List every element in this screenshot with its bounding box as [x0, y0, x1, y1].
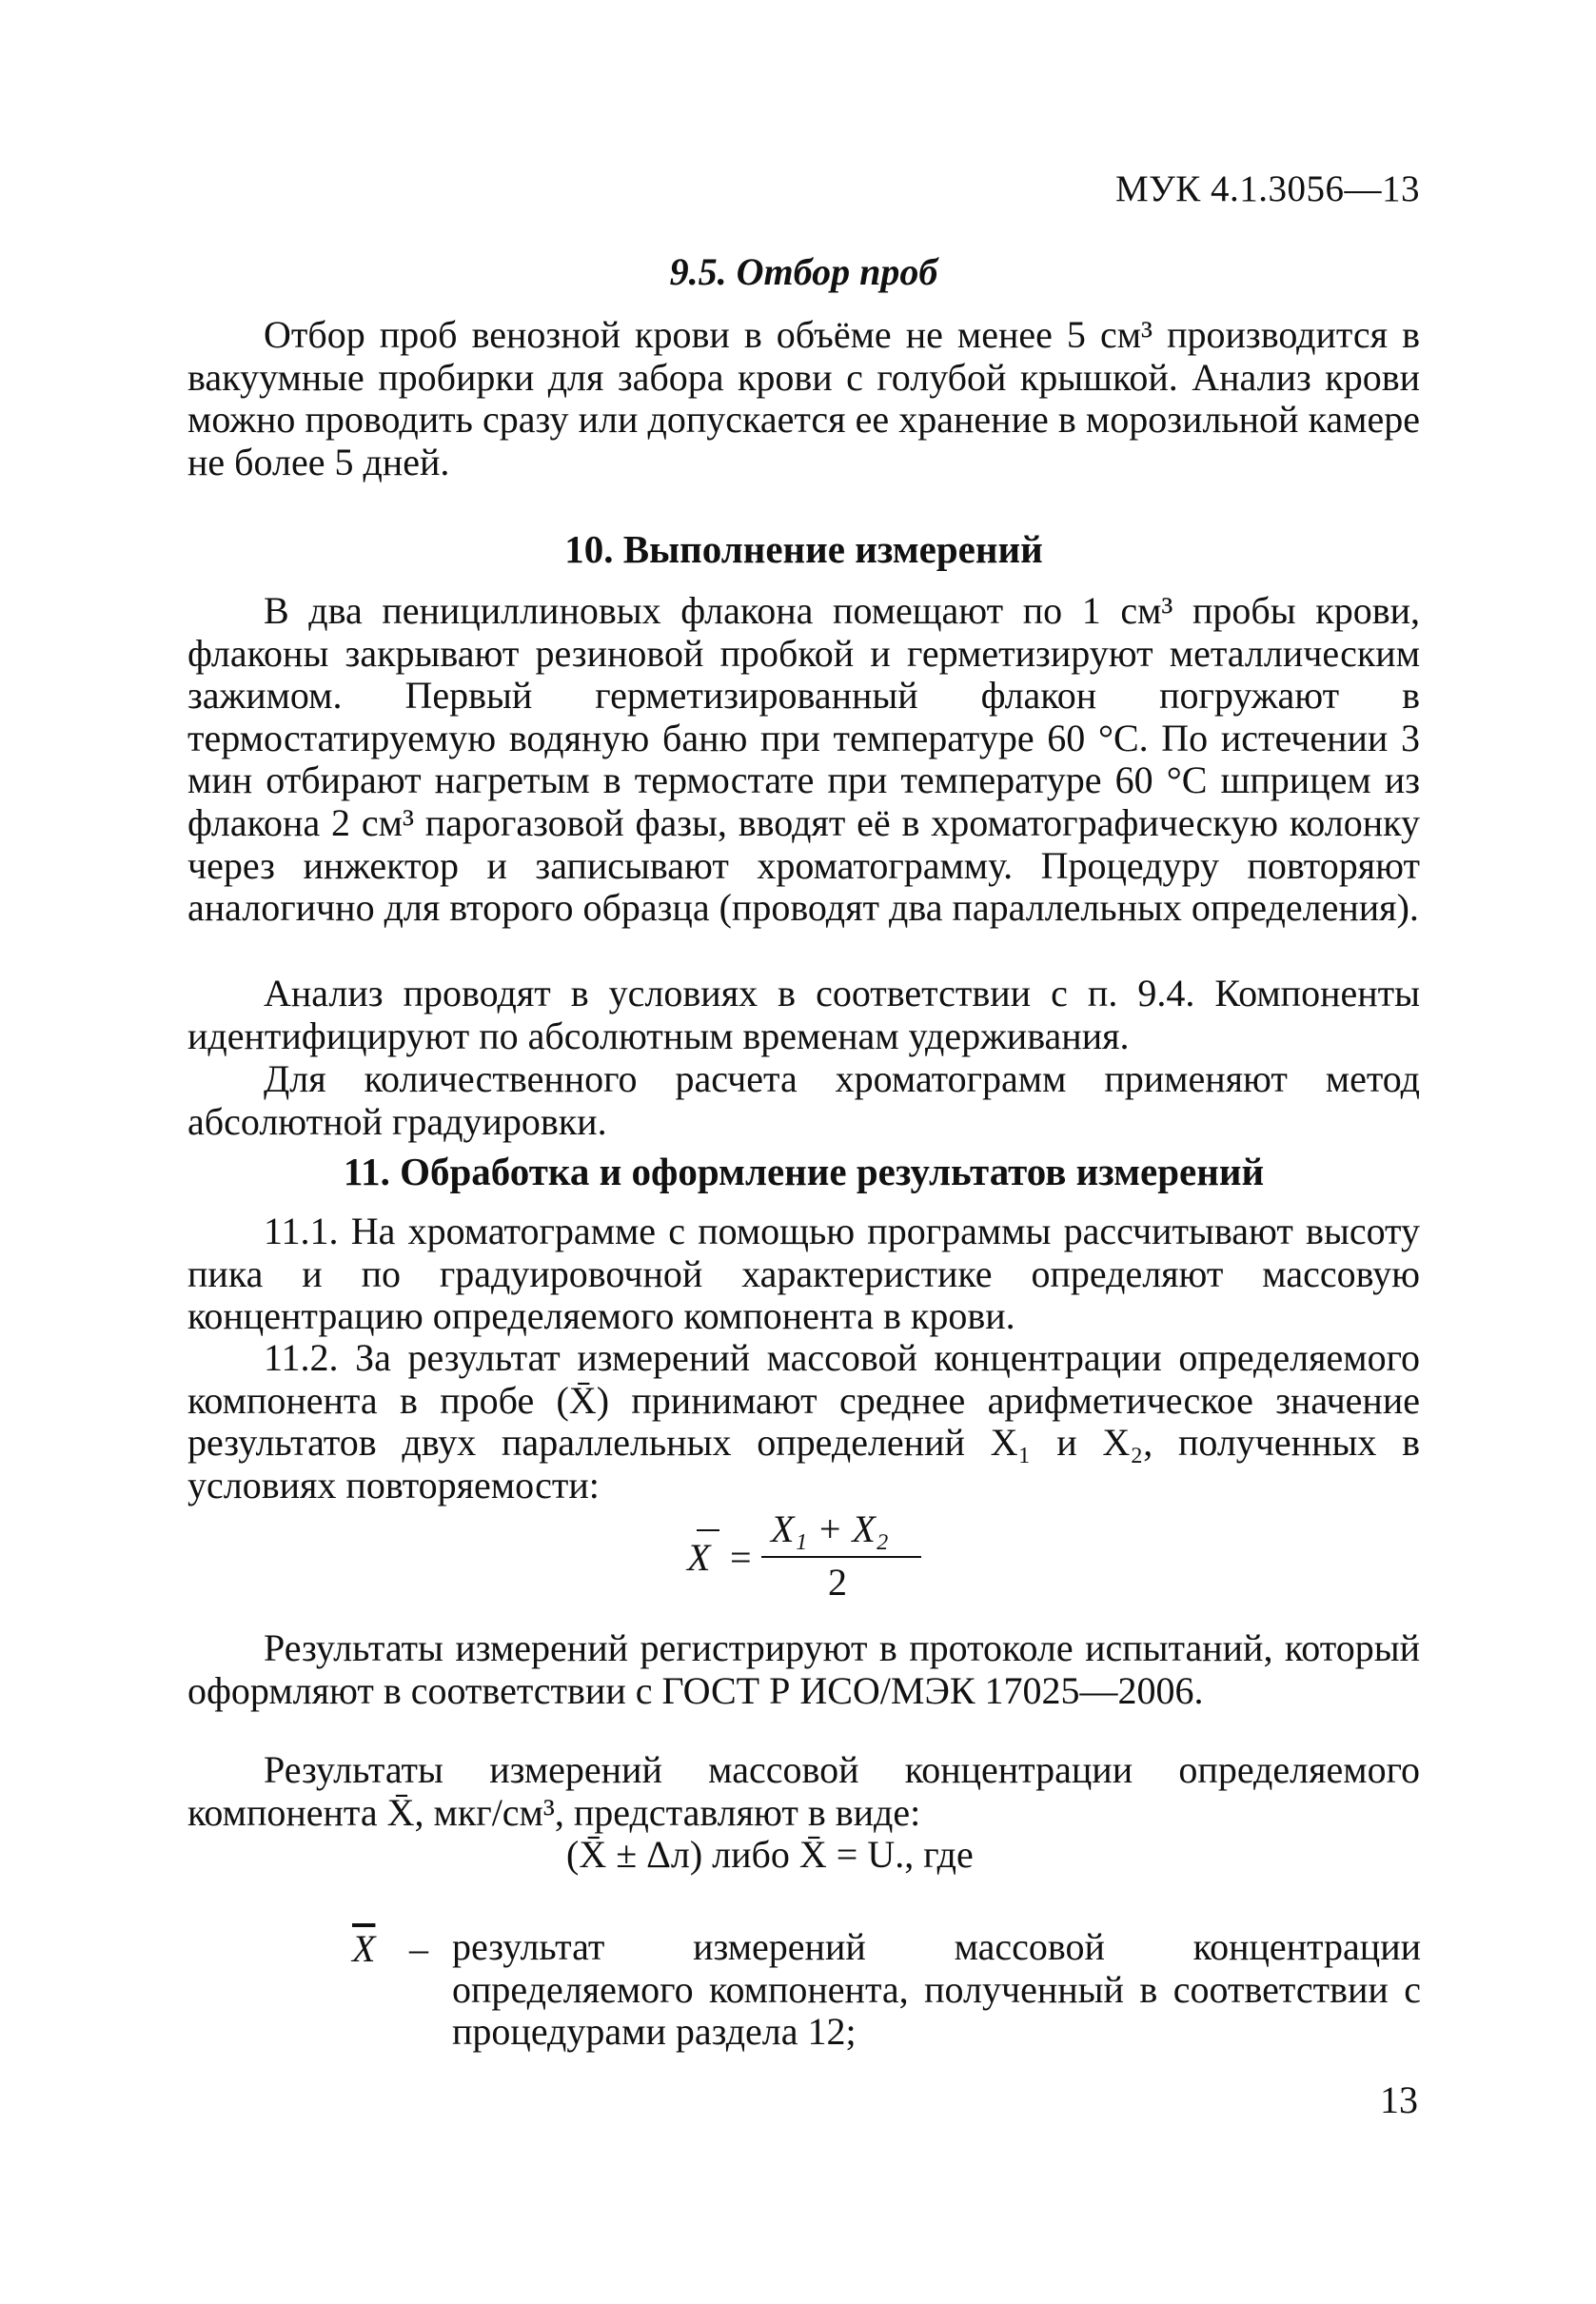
section-10-title: 10. Выполнение измерений	[564, 527, 1043, 571]
section-11-title: 11. Обработка и оформление результатов измерений	[343, 1150, 1265, 1193]
formula-denominator: 2	[828, 1561, 847, 1604]
section-11-paragraph-2: 11.2. За результат измерений массовой концентрации определяемого компонента в пробе (X̄) принимают среднее арифметическое значение результатов двух параллельных определений X₁ и X₂, полученных в условиях повторяемости:	[187, 1336, 1420, 1506]
section-10-paragraph-1: В два пенициллиновых флакона помещают по 1 см³ пробы крови, флаконы закрывают резиновой пробкой и герметизируют металлическим зажимом. Первый герметизированный флакон погружают в термостатируемую водяную баню при температуре 60 °С. По истечении 3 мин отбирают нагретым в термостате при температуре 60 °С шприцем из флакона 2 см³ парогазовой фазы, вводят её в хроматографическую колонку через инжектор и записывают хроматограмму. Процедуру повторяют аналогично для второго образца (проводят два параллельных определения).	[187, 589, 1420, 930]
definition-symbol: $\overline{X}$	[352, 1927, 376, 1970]
section-10-paragraph-2: Анализ проводят в условиях в соответствии с п. 9.4. Компоненты идентифицируют по абсолютным временам удерживания.	[187, 972, 1420, 1057]
page-number: 13	[1380, 2078, 1418, 2121]
section-11-paragraph-1: 11.1. На хроматограмме с помощью программы рассчитывают высоту пика и по градуировочной характеристике определяют массовую концентрацию определяемого компонента в крови.	[187, 1210, 1420, 1338]
formula-lhs: X	[687, 1536, 711, 1579]
fraction-line	[761, 1556, 921, 1558]
formula-numerator: X₁ + X₂	[771, 1507, 889, 1550]
definition-text: результат измерений массовой концентрации определяемого компонента, полученный в соответствии с процедурами раздела 12;	[452, 1925, 1421, 2054]
section-11-paragraph-4: Результаты измерений массовой концентрации определяемого компонента X̄, мкг/см³, представляют в виде:	[187, 1748, 1420, 1834]
formula-equals: =	[730, 1536, 752, 1579]
mean-overbar	[697, 1529, 719, 1531]
section-9-5-body: Отбор проб венозной крови в объёме не менее 5 см³ производится в вакуумные пробирки для забора крови с голубой крышкой. Анализ крови можно проводить сразу или допускается ее хранение в морозильной камере не более 5 дней.	[187, 313, 1420, 483]
section-11-paragraph-3: Результаты измерений регистрируют в протоколе испытаний, который оформляют в соответствии с ГОСТ Р ИСО/МЭК 17025—2006.	[187, 1626, 1420, 1712]
section-9-5-title: 9.5. Отбор проб	[669, 250, 938, 293]
result-formula: (X̄ ± Δл) либо X̄ = U., где	[566, 1833, 974, 1876]
document-code-header: МУК 4.1.3056—13	[1114, 168, 1420, 209]
section-10-paragraph-3: Для количественного расчета хроматограмм применяют метод абсолютной градуировки.	[187, 1057, 1420, 1143]
mean-formula	[685, 1506, 933, 1611]
definition-dash: –	[409, 1927, 428, 1970]
